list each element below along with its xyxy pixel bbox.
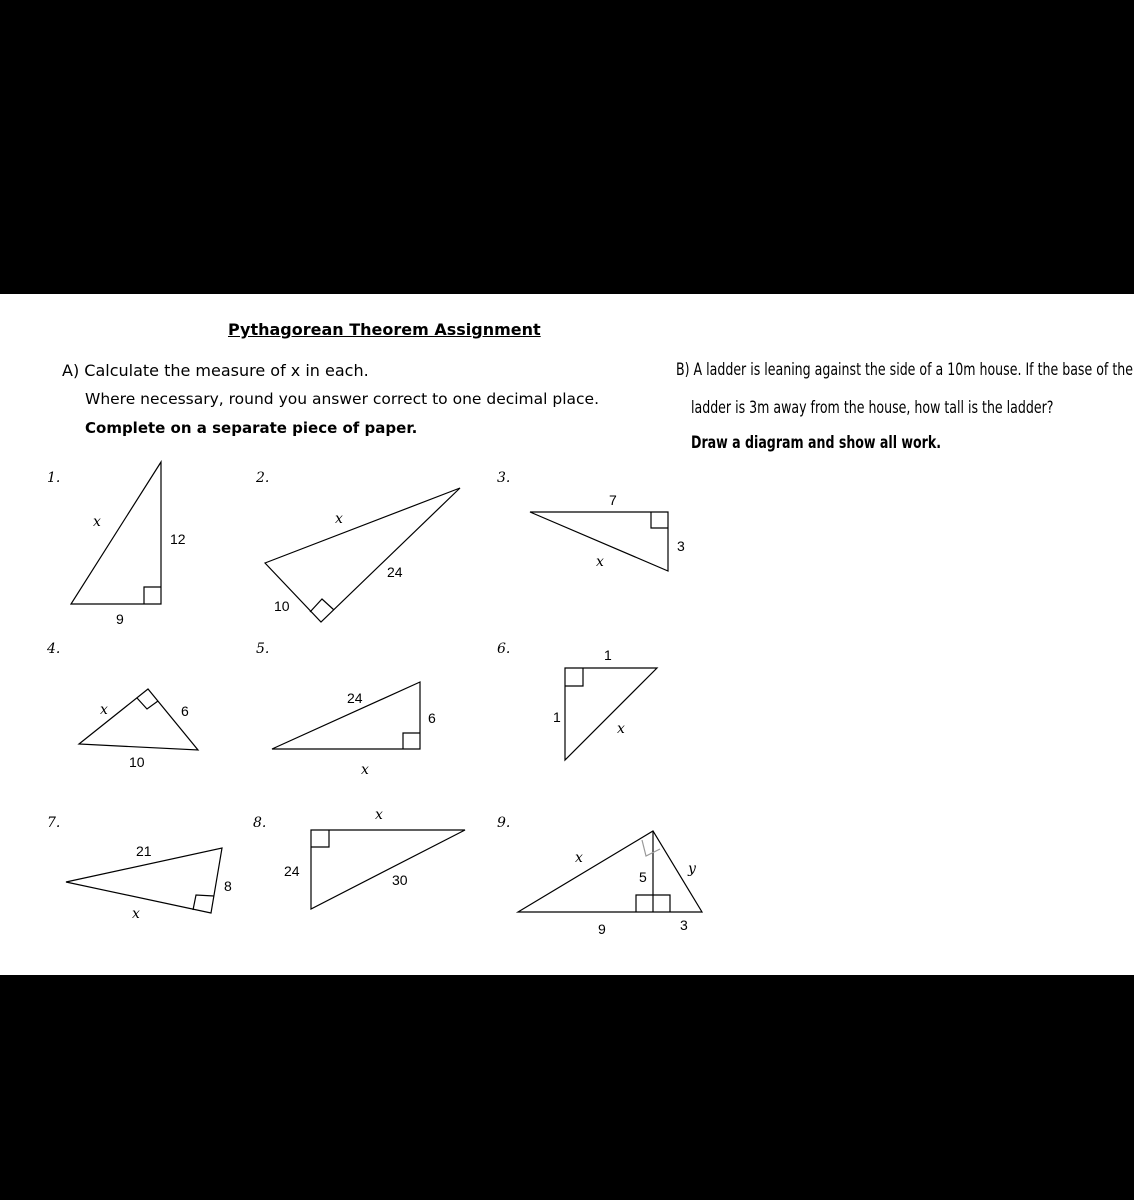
p4-left-label: x: [100, 702, 108, 718]
p9-right-hyp-label: y: [688, 861, 696, 877]
p6-left-label: 1: [553, 709, 561, 725]
right-angle-mark-2: [310, 599, 334, 612]
triangle-4: [79, 689, 198, 750]
p4-right-label: 6: [181, 703, 189, 719]
p5-right-label: 6: [428, 710, 436, 726]
p6-top-label: 1: [604, 647, 612, 663]
p7-right-label: 8: [224, 878, 232, 894]
problem-number-5: 5.: [256, 641, 270, 657]
p3-hyp-label: x: [596, 554, 604, 570]
triangle-1: [71, 462, 161, 604]
right-angle-mark-1: [144, 587, 161, 604]
part-b-instruction: Draw a diagram and show all work.: [691, 433, 942, 453]
p8-left-label: 24: [284, 863, 300, 879]
p4-base-label: 10: [129, 754, 145, 770]
problem-number-6: 6.: [497, 641, 511, 657]
p3-right-label: 3: [677, 538, 685, 554]
problem-number-9: 9.: [497, 815, 511, 831]
p1-base-label: 9: [116, 611, 124, 627]
part-a-complete-note: Complete on a separate piece of paper.: [85, 419, 418, 437]
part-a-rounding-note: Where necessary, round you answer correct to one decimal place.: [85, 390, 600, 408]
problem-number-2: 2.: [256, 470, 270, 486]
part-a-instruction: A) Calculate the measure of x in each.: [62, 361, 369, 380]
p8-top-label: x: [375, 807, 383, 823]
problem-number-8: 8.: [253, 815, 267, 831]
p7-bottom-label: x: [132, 906, 140, 922]
triangle-9: [518, 831, 702, 912]
p6-hyp-label: x: [617, 721, 625, 737]
p9-left-hyp-label: x: [575, 850, 583, 866]
problem-number-4: 4.: [47, 641, 61, 657]
p2-long-leg-label: 24: [387, 564, 403, 580]
triangle-5: [272, 682, 420, 749]
right-angle-mark-3: [651, 512, 668, 528]
triangle-6: [565, 668, 657, 760]
part-b-question-line2: ladder is 3m away from the house, how tall is the ladder?: [691, 398, 1054, 418]
p1-hyp-label: x: [93, 514, 101, 530]
right-angle-mark-9b: [642, 840, 660, 856]
p5-hyp-label: 24: [347, 690, 363, 706]
part-b-question-line1: B) A ladder is leaning against the side of a 10m house. If the base of the: [676, 360, 1133, 380]
p5-base-label: x: [361, 762, 369, 778]
p8-hyp-label: 30: [392, 872, 408, 888]
right-angle-mark-4: [137, 698, 158, 709]
problem-number-7: 7.: [47, 815, 61, 831]
right-angle-mark-8: [311, 830, 329, 847]
p3-top-label: 7: [609, 492, 617, 508]
p9-height-label: 5: [639, 869, 647, 885]
right-angle-mark-6: [565, 668, 583, 686]
p2-short-leg-label: 10: [274, 598, 290, 614]
problem-number-3: 3.: [497, 470, 511, 486]
page-title: Pythagorean Theorem Assignment: [228, 320, 541, 339]
p9-base-left-label: 9: [598, 921, 606, 937]
p2-hyp-label: x: [335, 511, 343, 527]
problem-number-1: 1.: [47, 470, 61, 486]
p1-vertical-label: 12: [170, 531, 186, 547]
p9-base-right-label: 3: [680, 917, 688, 933]
p7-top-label: 21: [136, 843, 152, 859]
triangle-8: [311, 830, 465, 909]
triangle-2: [265, 488, 460, 622]
right-angle-mark-5: [403, 733, 420, 749]
right-angle-mark-7: [193, 895, 214, 910]
